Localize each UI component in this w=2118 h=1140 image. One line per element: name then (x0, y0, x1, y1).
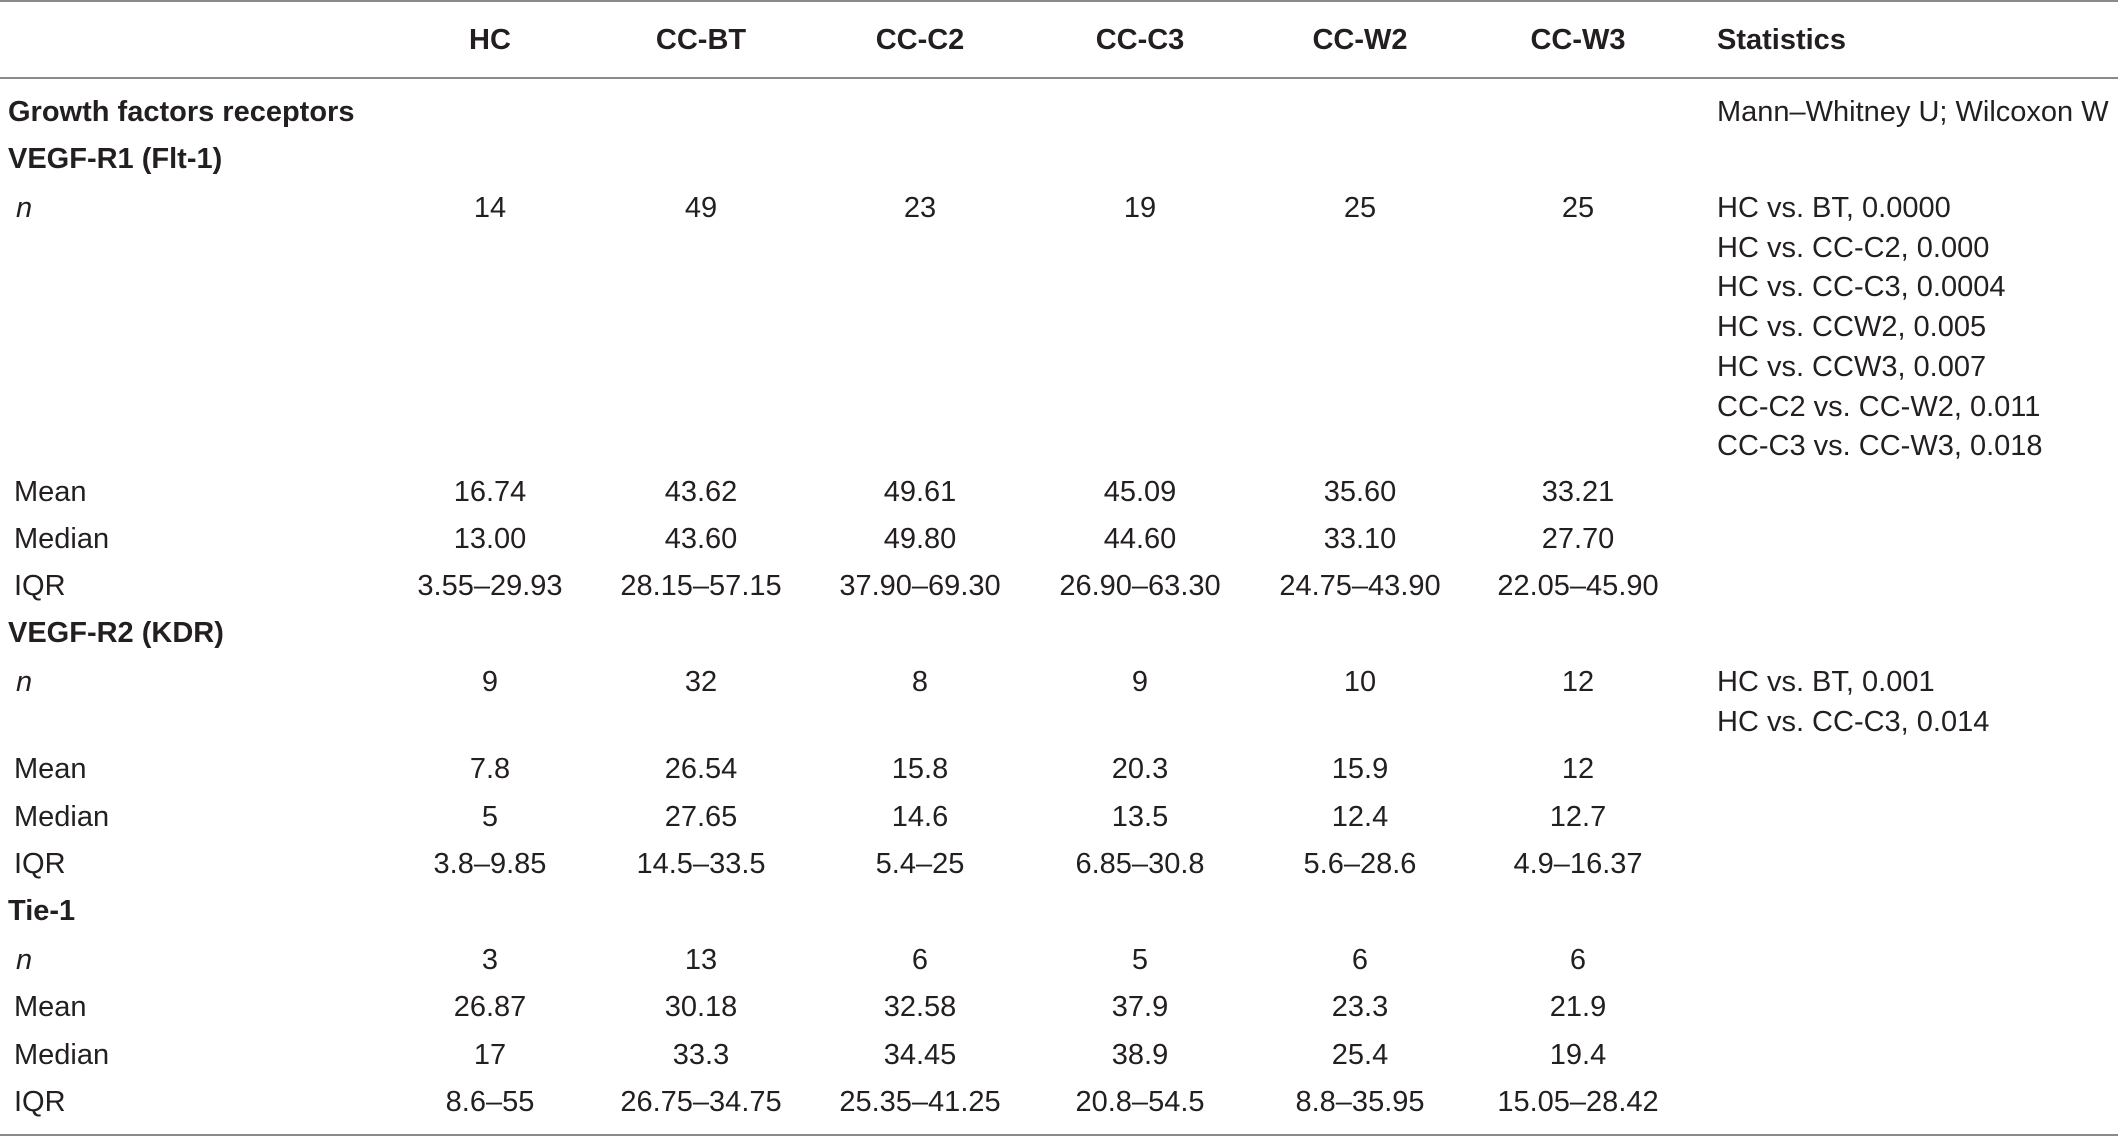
stat-line: HC vs. CC-C2, 0.000 (1717, 231, 1990, 264)
table-cell: 10 (1343, 666, 1377, 698)
table-cell: 20.8–54.5 (1075, 1086, 1205, 1118)
table-cell: 19 (1123, 192, 1157, 224)
table-cell: 15.8 (891, 753, 949, 785)
table-cell: 25 (1561, 192, 1595, 224)
table-cell: 12 (1561, 666, 1595, 698)
table-cell: 49.80 (883, 523, 957, 555)
table-cell: 33.3 (672, 1039, 730, 1071)
table-cell: 26.87 (453, 991, 527, 1023)
table-cell: 35.60 (1323, 476, 1397, 508)
table-cell: 22.05–45.90 (1497, 570, 1659, 602)
header-col-cc-c2: CC-C2 (875, 24, 965, 56)
table-cell: 16.74 (453, 476, 527, 508)
table-cell: 5.6–28.6 (1303, 848, 1417, 880)
table-cell: 15.9 (1331, 753, 1389, 785)
top-rule (0, 0, 2118, 2)
row-label: n (16, 944, 33, 976)
table-cell: 5 (1131, 944, 1149, 976)
header-statistics: Statistics (1717, 24, 1846, 56)
table-cell: 23 (903, 192, 937, 224)
table-cell: 3.55–29.93 (417, 570, 563, 602)
table-cell: 24.75–43.90 (1279, 570, 1441, 602)
table-cell: 6 (1351, 944, 1369, 976)
table-cell: 7.8 (469, 753, 511, 785)
row-label: IQR (14, 570, 66, 602)
stat-line: HC vs. CCW3, 0.007 (1717, 350, 1987, 383)
row-label: Median (14, 801, 110, 833)
table-cell: 49.61 (883, 476, 957, 508)
table-cell: 32.58 (883, 991, 957, 1023)
table-cell: 19.4 (1549, 1039, 1607, 1071)
row-label: n (16, 192, 33, 224)
group-title: VEGF-R2 (KDR) (8, 617, 224, 649)
row-label: IQR (14, 1086, 66, 1118)
table-cell: 23.3 (1331, 991, 1389, 1023)
table-cell: 12.7 (1549, 801, 1607, 833)
table-cell: 17 (473, 1039, 507, 1071)
stat-line: HC vs. CC-C3, 0.0004 (1717, 271, 2006, 304)
row-label: Median (14, 523, 110, 555)
row-label: Mean (14, 991, 87, 1023)
table-cell: 12.4 (1331, 801, 1389, 833)
header-col-hc: HC (469, 24, 511, 56)
table-cell: 3.8–9.85 (433, 848, 547, 880)
table-cell: 13.00 (453, 523, 527, 555)
row-label: Mean (14, 753, 87, 785)
table-cell: 43.60 (664, 523, 738, 555)
table-cell: 30.18 (664, 991, 738, 1023)
stat-line: HC vs. CC-C3, 0.014 (1717, 705, 1990, 738)
table-cell: 14.6 (891, 801, 949, 833)
header-col-cc-c3: CC-C3 (1095, 24, 1185, 56)
header-col-cc-bt: CC-BT (655, 24, 747, 56)
table-cell: 33.10 (1323, 523, 1397, 555)
table-cell: 8.8–35.95 (1295, 1086, 1425, 1118)
stat-line: HC vs. CCW2, 0.005 (1717, 311, 1987, 344)
table-cell: 14 (473, 192, 507, 224)
table-cell: 27.65 (664, 801, 738, 833)
table-cell: 14.5–33.5 (636, 848, 766, 880)
table-cell: 8 (911, 666, 929, 698)
table-cell: 25.35–41.25 (839, 1086, 1001, 1118)
stat-line: HC vs. BT, 0.001 (1717, 666, 1935, 698)
table-cell: 26.90–63.30 (1059, 570, 1221, 602)
header-col-cc-w2: CC-W2 (1312, 24, 1408, 56)
table-cell: 25 (1343, 192, 1377, 224)
stat-line: HC vs. BT, 0.0000 (1717, 192, 1951, 224)
table-cell: 6 (911, 944, 929, 976)
table-cell: 6.85–30.8 (1075, 848, 1205, 880)
table-cell: 33.21 (1541, 476, 1615, 508)
table-cell: 49 (684, 192, 718, 224)
table-cell: 12 (1561, 753, 1595, 785)
table-cell: 34.45 (883, 1039, 957, 1071)
table-cell: 26.54 (664, 753, 738, 785)
table-cell: 32 (684, 666, 718, 698)
section-stat-test: Mann–Whitney U; Wilcoxon W (1717, 96, 2109, 128)
table-cell: 6 (1569, 944, 1587, 976)
table-cell: 8.6–55 (445, 1086, 535, 1118)
group-title: Tie-1 (8, 895, 76, 927)
table-cell: 20.3 (1111, 753, 1169, 785)
bottom-rule (0, 1134, 2118, 1136)
table-cell: 37.9 (1111, 991, 1169, 1023)
header-col-cc-w3: CC-W3 (1530, 24, 1626, 56)
table-cell: 9 (481, 666, 499, 698)
table-cell: 13.5 (1111, 801, 1169, 833)
table-cell: 26.75–34.75 (620, 1086, 782, 1118)
table-cell: 25.4 (1331, 1039, 1389, 1071)
table-cell: 15.05–28.42 (1497, 1086, 1659, 1118)
table-cell: 37.90–69.30 (839, 570, 1001, 602)
table-cell: 27.70 (1541, 523, 1615, 555)
row-label: IQR (14, 848, 66, 880)
table-cell: 45.09 (1103, 476, 1177, 508)
table-cell: 28.15–57.15 (620, 570, 782, 602)
table-cell: 3 (481, 944, 499, 976)
group-title: VEGF-R1 (Flt-1) (8, 143, 223, 175)
stat-line: CC-C2 vs. CC-W2, 0.011 (1717, 390, 2041, 423)
row-label: Mean (14, 476, 87, 508)
table-cell: 4.9–16.37 (1513, 848, 1643, 880)
section-title: Growth factors receptors (8, 96, 355, 128)
row-label: Median (14, 1039, 110, 1071)
row-label: n (16, 666, 33, 698)
table-cell: 43.62 (664, 476, 738, 508)
table-cell: 9 (1131, 666, 1149, 698)
table-cell: 21.9 (1549, 991, 1607, 1023)
table-cell: 5.4–25 (875, 848, 965, 880)
table-cell: 44.60 (1103, 523, 1177, 555)
stat-line: CC-C3 vs. CC-W3, 0.018 (1717, 430, 2043, 463)
header-rule (0, 77, 2118, 79)
table-cell: 5 (481, 801, 499, 833)
table-cell: 13 (684, 944, 718, 976)
table-cell: 38.9 (1111, 1039, 1169, 1071)
